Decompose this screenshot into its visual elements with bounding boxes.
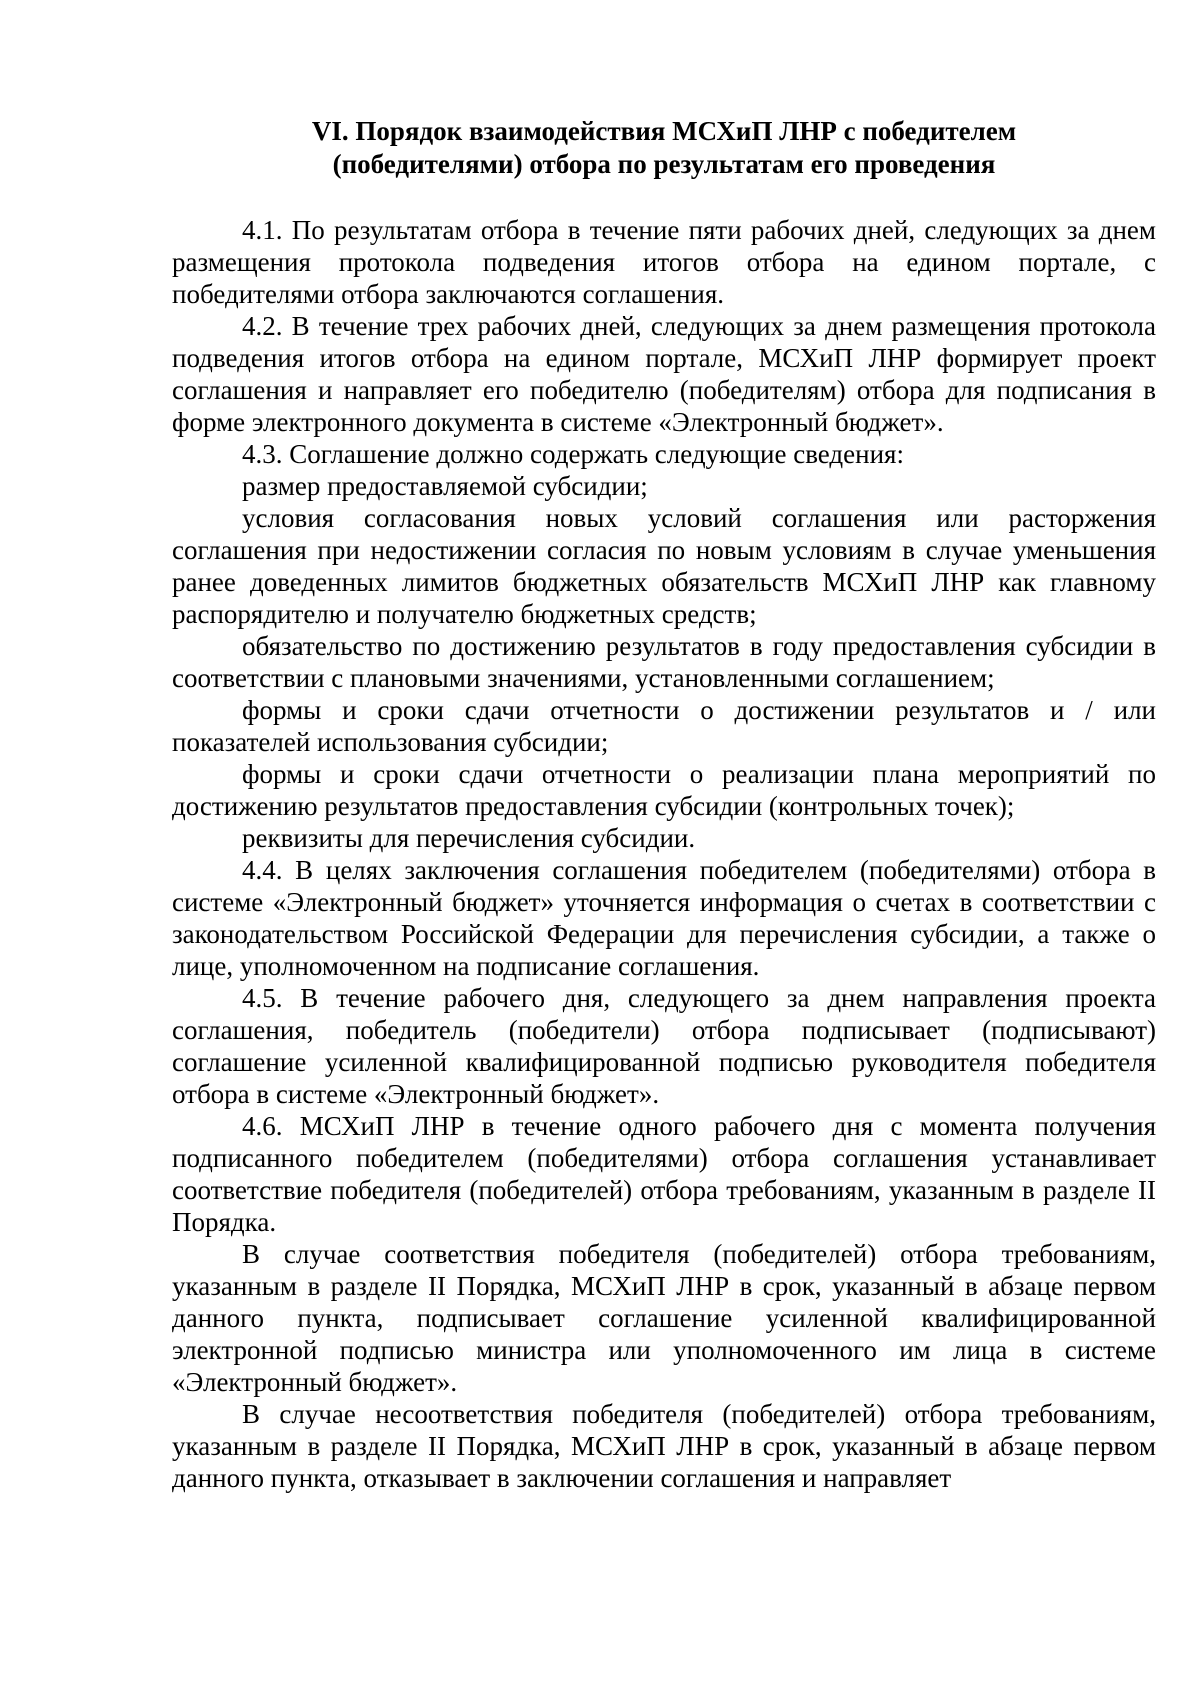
list-item-bank-details: реквизиты для перечисления субсидии. — [242, 823, 696, 853]
list-item-reporting-plan: формы и сроки сдачи отчетности о реализации плана мероприятий по достижению результатов предоставления субсидии (контрольных точек); — [172, 759, 1156, 821]
paragraph-4-1: 4.1. По результатам отбора в течение пяти рабочих дней, следующих за днем размещения протокола подведения итогов отбора на едином портале, с победителями отбора заключаются соглашения. — [172, 215, 1156, 309]
section-heading — [172, 115, 1156, 181]
paragraph-compliance-case: В случае соответствия победителя (победителей) отбора требованиям, указанным в разделе II Порядка, МСХиП ЛНР в срок, указанный в абзаце первом данного пункта, подписывает соглашение усиленной квалифицированной электронной подписью министра или уполномоченного им лица в системе «Электронный бюджет». — [172, 1239, 1156, 1397]
list-item-agreement-conditions: условия согласования новых условий соглашения или расторжения соглашения при недостижении согласия по новым условиям в случае уменьшения ранее доведенных лимитов бюджетных обязательств МСХиП ЛНР как главному распорядителю и получателю бюджетных средств; — [172, 503, 1156, 629]
paragraph-4-6: 4.6. МСХиП ЛНР в течение одного рабочего дня с момента получения подписанного победителем (победителями) отбора соглашения устанавливает соответствие победителя (победителей) отбора требованиям, указанным в разделе II Порядка. — [172, 1111, 1156, 1237]
document-body — [172, 214, 1156, 1494]
list-item-subsidy-amount: размер предоставляемой субсидии; — [242, 471, 648, 501]
section-heading-line-1: VI. Порядок взаимодействия МСХиП ЛНР с победителем — [311, 116, 1017, 146]
paragraph-noncompliance-case: В случае несоответствия победителя (победителей) отбора требованиям, указанным в разделе II Порядка, МСХиП ЛНР в срок, указанный в абзаце первом данного пункта, отказывает в заключении соглашения и направляет — [172, 1399, 1156, 1493]
paragraph-4-2: 4.2. В течение трех рабочих дней, следующих за днем размещения протокола подведения итогов отбора на едином портале, МСХиП ЛНР формирует проект соглашения и направляет его победителю (победителям) отбора для подписания в форме электронного документа в системе «Электронный бюджет». — [172, 311, 1156, 437]
paragraph-4-3: 4.3. Соглашение должно содержать следующие сведения: — [242, 439, 904, 469]
paragraph-4-5: 4.5. В течение рабочего дня, следующего за днем направления проекта соглашения, победитель (победители) отбора подписывает (подписывают) соглашение усиленной квалифицированной подписью руководителя победителя отбора в системе «Электронный бюджет». — [172, 983, 1156, 1109]
list-item-reporting-results: формы и сроки сдачи отчетности о достижении результатов и / или показателей использования субсидии; — [172, 695, 1156, 757]
list-item-results-obligation: обязательство по достижению результатов в году предоставления субсидии в соответствии с плановыми значениями, установленными соглашением; — [172, 631, 1156, 693]
paragraph-4-4: 4.4. В целях заключения соглашения победителем (победителями) отбора в системе «Электронный бюджет» уточняется информация о счетах в соответствии с законодательством Российской Федерации для перечисления субсидии, а также о лице, уполномоченном на подписание соглашения. — [172, 855, 1156, 981]
section-heading-line-2: (победителями) отбора по результатам его проведения — [332, 149, 996, 179]
